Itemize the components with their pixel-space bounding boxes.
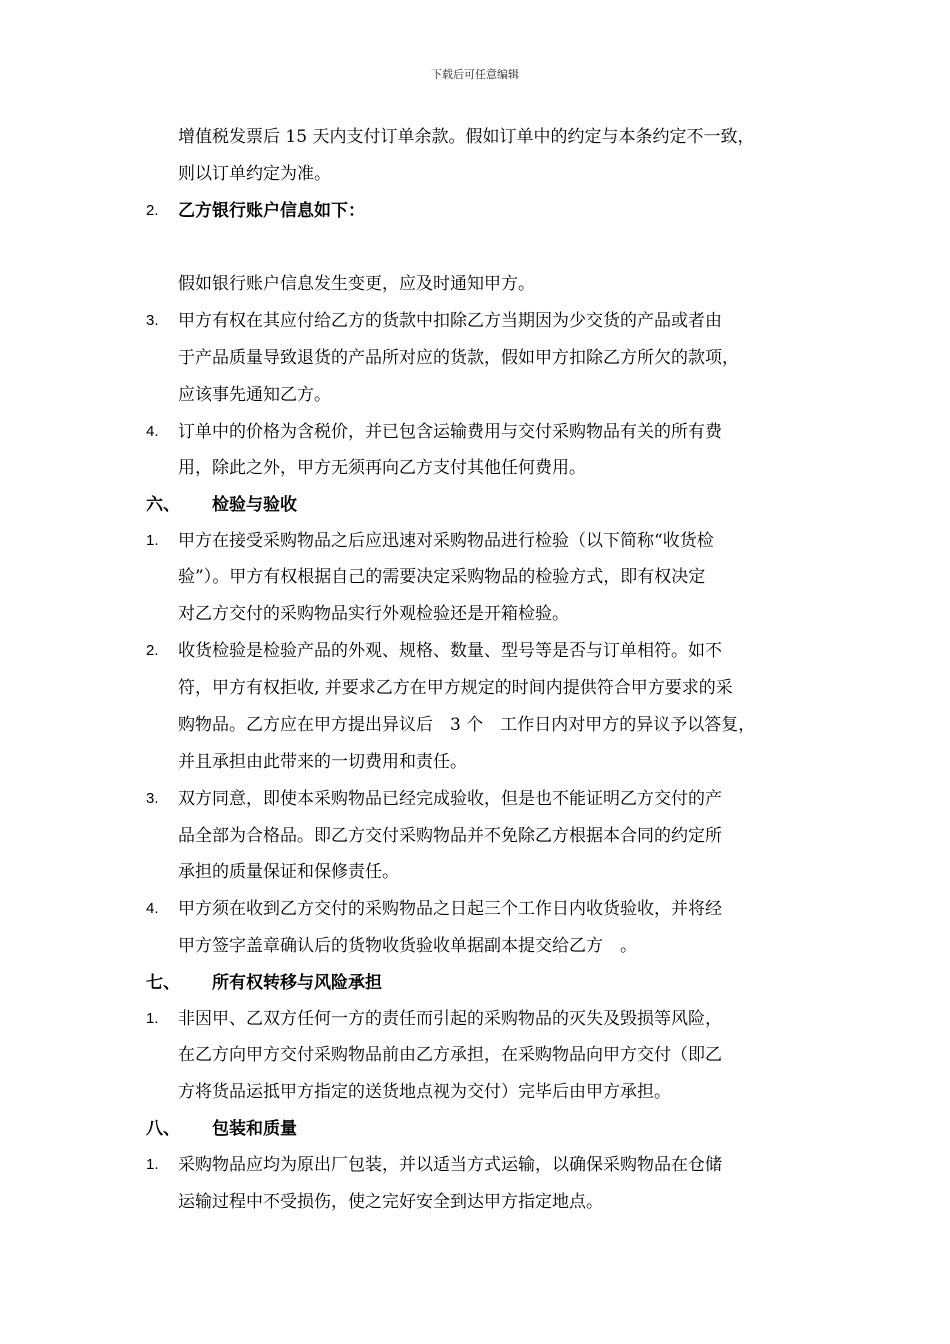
paragraph-line: 运输过程中不受损伤，使之完好安全到达甲方指定地点。 [178, 1192, 603, 1212]
paragraph-line: 于产品质量导致退货的产品所对应的货款，假如甲方扣除乙方所欠的款项， [178, 348, 739, 368]
paragraph-line: 并且承担由此带来的一切费用和责任。 [178, 752, 467, 772]
paragraph-line: 甲方在接受采购物品之后应迅速对采购物品进行检验（以下简称“收货检 [178, 531, 714, 551]
section-number: 六、 [146, 495, 180, 515]
paragraph-line: 对乙方交付的采购物品实行外观检验还是开箱检验。 [178, 604, 569, 624]
section-title: 所有权转移与风险承担 [212, 973, 382, 993]
list-number: 1. [146, 532, 159, 549]
list-number: 1. [146, 1010, 159, 1027]
paragraph-line: 乙方银行账户信息如下： [178, 201, 365, 221]
paragraph-line: 订单中的价格为含税价，并已包含运输费用与交付采购物品有关的所有费 [178, 422, 722, 442]
paragraph-line: 则以订单约定为准。 [178, 164, 331, 184]
list-number: 3. [146, 790, 159, 807]
paragraph-line: 收货检验是检验产品的外观、规格、数量、型号等是否与订单相符。如不 [178, 641, 722, 661]
paragraph-line: 甲方须在收到乙方交付的采购物品之日起三个工作日内收货验收，并将经 [178, 899, 722, 919]
paragraph-line: 非因甲、乙双方任何一方的责任而引起的采购物品的灭失及毁损等风险， [178, 1009, 722, 1029]
paragraph-line: 用，除此之外，甲方无须再向乙方支付其他任何费用。 [178, 458, 586, 478]
paragraph-line: 采购物品应均为原出厂包装，并以适当方式运输，以确保采购物品在仓储 [178, 1155, 722, 1175]
section-number: 七、 [146, 973, 180, 993]
section-title: 包装和质量 [212, 1119, 297, 1139]
list-number: 2. [146, 642, 159, 659]
section-number: 八、 [146, 1119, 180, 1139]
list-number: 2. [146, 202, 159, 219]
paragraph-line: 品全部为合格品。即乙方交付采购物品并不免除乙方根据本合同的约定所 [178, 826, 722, 846]
list-number: 1. [146, 1156, 159, 1173]
paragraph-line: 购物品。乙方应在甲方提出异议后 3 个 工作日内对甲方的异议予以答复， [178, 715, 756, 735]
paragraph-line: 双方同意，即使本采购物品已经完成验收，但是也不能证明乙方交付的产 [178, 789, 722, 809]
paragraph-line: 承担的质量保证和保修责任。 [178, 862, 399, 882]
list-number: 3. [146, 312, 159, 329]
list-number: 4. [146, 900, 159, 917]
paragraph-line: 符，甲方有权拒收, 并要求乙方在甲方规定的时间内提供符合甲方要求的采 [178, 678, 733, 698]
section-title: 检验与验收 [212, 495, 297, 515]
list-number: 4. [146, 423, 159, 440]
paragraph-line: 验”）。甲方有权根据自己的需要决定采购物品的检验方式，即有权决定 [178, 567, 706, 587]
paragraph-line: 在乙方向甲方交付采购物品前由乙方承担，在采购物品向甲方交付（即乙 [178, 1045, 722, 1065]
paragraph-line: 甲方有权在其应付给乙方的货款中扣除乙方当期因为少交货的产品或者由 [178, 311, 722, 331]
paragraph-line: 假如银行账户信息发生变更，应及时通知甲方。 [178, 274, 535, 294]
paragraph-line: 甲方签字盖章确认后的货物收货验收单据副本提交给乙方 。 [178, 936, 637, 956]
paragraph-line: 方将货品运抵甲方指定的送货地点视为交付）完毕后由甲方承担。 [178, 1082, 671, 1102]
page-header: 下载后可任意编辑 [431, 68, 519, 81]
paragraph-line: 增值税发票后 15 天内支付订单余款。假如订单中的约定与本条约定不一致， [178, 127, 755, 147]
paragraph-line: 应该事先通知乙方。 [178, 385, 331, 405]
